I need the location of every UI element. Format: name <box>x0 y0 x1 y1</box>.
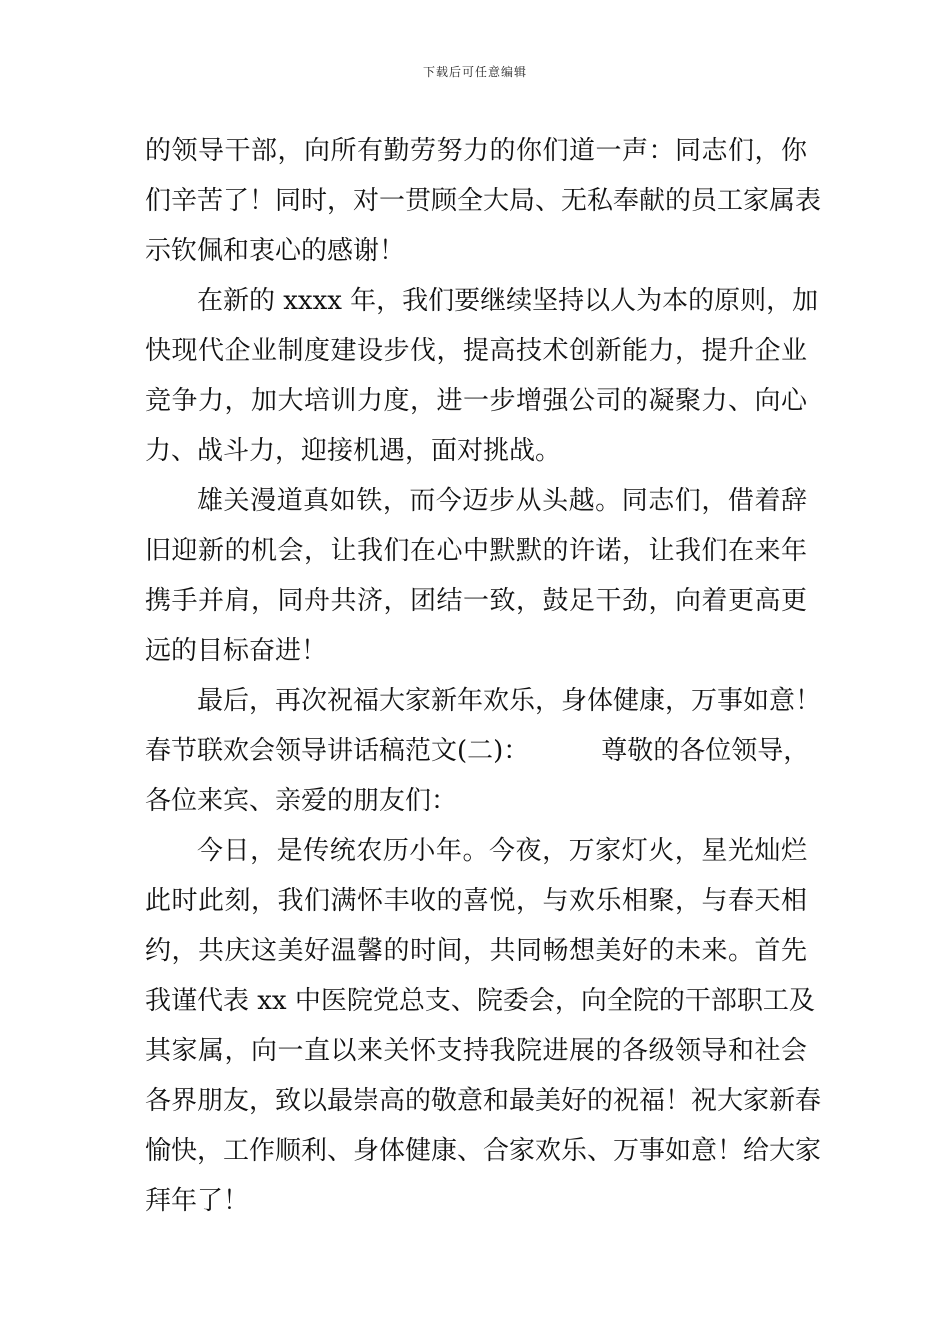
text-line: 们辛苦了！同时，对一贯顾全大局、无私奉献的员工家属表 <box>145 186 822 216</box>
text-line: 其家属，向一直以来关怀支持我院进展的各级领导和社会 <box>145 1036 807 1066</box>
text-line: 雄关漫道真如铁，而今迈步从头越。同志们，借着辞 <box>197 486 807 516</box>
document-body <box>145 126 822 1226</box>
text-line: 今日，是传统农历小年。今夜，万家灯火，星光灿烂 <box>197 836 807 866</box>
text-line: 愉快，工作顺利、身体健康、合家欢乐、万事如意！给大家 <box>145 1136 822 1166</box>
text-line: 各位来宾、亲爱的朋友们： <box>145 786 458 816</box>
text-line: 拜年了！ <box>145 1186 250 1216</box>
text-line: 旧迎新的机会，让我们在心中默默的许诺，让我们在来年 <box>145 536 807 566</box>
paragraph-thanks <box>145 126 822 276</box>
paragraph-closing-wishes <box>145 676 822 726</box>
text-line: 此时此刻，我们满怀丰收的喜悦，与欢乐相聚，与春天相 <box>145 886 807 916</box>
paragraph-new-year-goals <box>145 276 819 476</box>
text-line: 快现代企业制度建设步伐，提高技术创新能力，提升企业 <box>145 336 807 366</box>
text-line: 各界朋友，致以最崇高的敬意和最美好的祝福！祝大家新春 <box>145 1086 822 1116</box>
page-header-note: 下载后可任意编辑 <box>422 65 527 79</box>
text-line: 远的目标奋进！ <box>145 636 328 666</box>
text-line: 竞争力，加大培训力度，进一步增强公司的凝聚力、向心 <box>145 386 807 416</box>
paragraph-little-new-year <box>145 826 822 1226</box>
paragraph-encouragement <box>145 476 807 676</box>
text-line: 约，共庆这美好温馨的时间，共同畅想美好的未来。首先 <box>145 936 807 966</box>
paragraph-speech-two-heading <box>145 726 810 826</box>
salutation: 尊敬的各位领导， <box>601 736 810 766</box>
text-line <box>145 726 810 776</box>
text-line: 的领导干部，向所有勤劳努力的你们道一声：同志们，你 <box>145 136 807 166</box>
text-line: 示钦佩和衷心的感谢！ <box>145 236 406 266</box>
text-line: 携手并肩，同舟共济，团结一致，鼓足干劲，向着更高更 <box>145 586 807 616</box>
text-line: 在新的 xxxx 年，我们要继续坚持以人为本的原则，加 <box>197 286 819 316</box>
text-line: 最后，再次祝福大家新年欢乐，身体健康，万事如意！ <box>197 686 822 716</box>
section-heading: 春节联欢会领导讲话稿范文(二)： <box>145 736 530 766</box>
text-line: 力、战斗力，迎接机遇，面对挑战。 <box>145 436 562 466</box>
text-line: 我谨代表 xx 中医院党总支、院委会，向全院的干部职工及 <box>145 986 815 1016</box>
